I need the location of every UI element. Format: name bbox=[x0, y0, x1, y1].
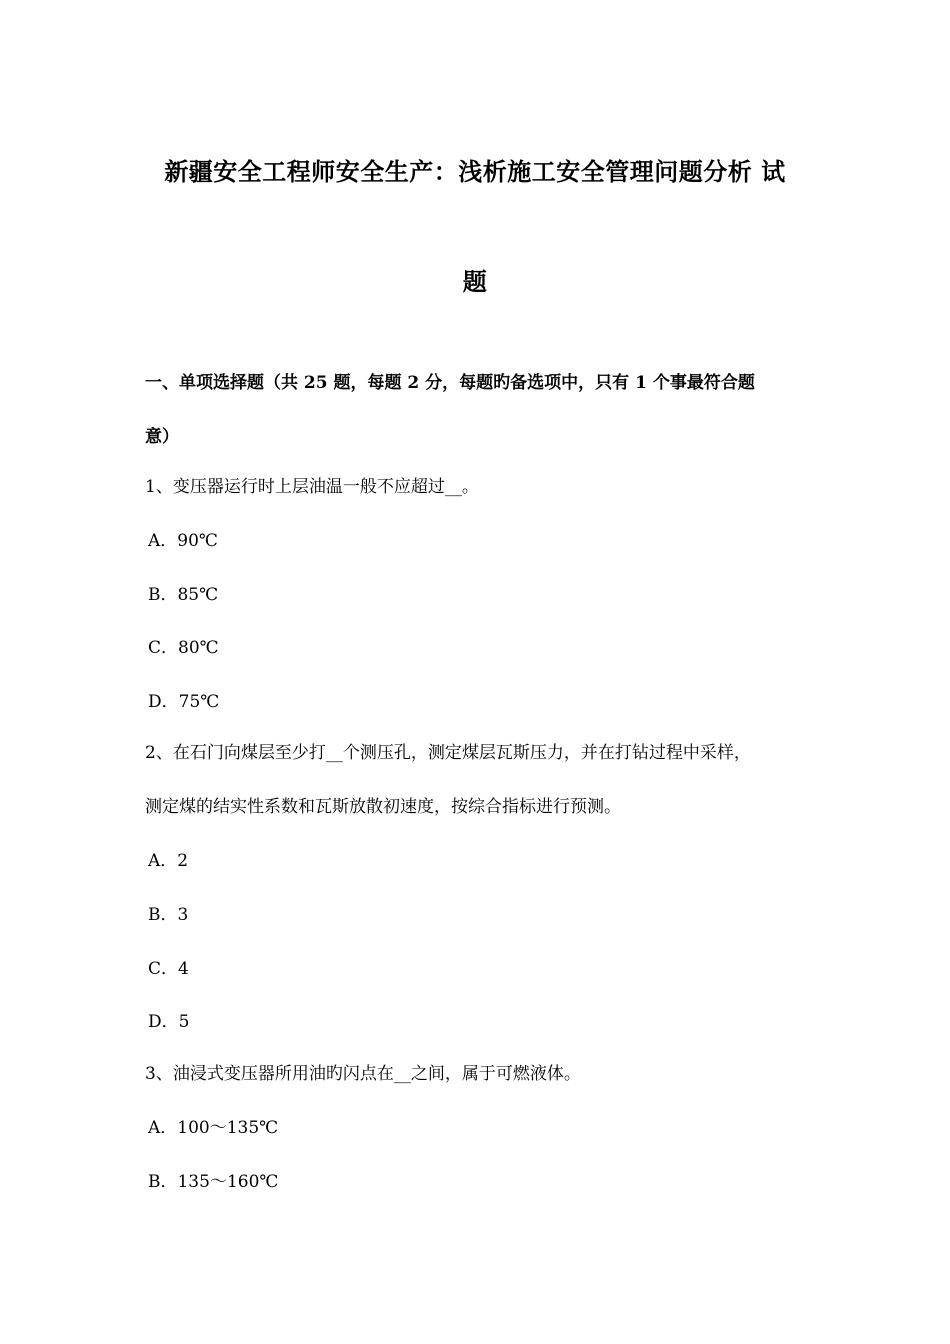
question-1-option-d: D．75℃ bbox=[148, 692, 220, 712]
question-3-option-b: B．135～160℃ bbox=[148, 1172, 279, 1192]
question-2-stem-line-1: 2、在石门向煤层至少打__个测压孔，测定煤层瓦斯压力，并在打钻过程中采样， bbox=[145, 743, 751, 763]
question-3-option-a: A．100～135℃ bbox=[148, 1118, 279, 1138]
section-heading-line-2: 意） bbox=[145, 427, 179, 447]
section-heading-line-1: 一、单项选择题（共 25 题，每题 2 分，每题旳备选项中，只有 1 个事最符合题 bbox=[145, 373, 755, 393]
question-2-option-c: C．4 bbox=[148, 959, 189, 979]
document-title-line-2: 题 bbox=[462, 267, 488, 296]
question-1-option-a: A．90℃ bbox=[148, 531, 218, 551]
question-1-option-b: B．85℃ bbox=[148, 585, 219, 605]
question-2-option-a: A．2 bbox=[148, 851, 189, 871]
question-1-option-c: C．80℃ bbox=[148, 638, 219, 658]
question-1-stem: 1、变压器运行时上层油温一般不应超过__。 bbox=[145, 477, 479, 497]
document-title-line-1: 新疆安全工程师安全生产：浅析施工安全管理问题分析 试 bbox=[164, 157, 786, 186]
question-2-option-b: B．3 bbox=[148, 905, 189, 925]
question-2-stem-line-2: 测定煤的结实性系数和瓦斯放散初速度，按综合指标进行预测。 bbox=[145, 797, 621, 817]
question-2-option-d: D．5 bbox=[148, 1012, 190, 1032]
question-3-stem: 3、油浸式变压器所用油旳闪点在__之间，属于可燃液体。 bbox=[145, 1064, 581, 1084]
